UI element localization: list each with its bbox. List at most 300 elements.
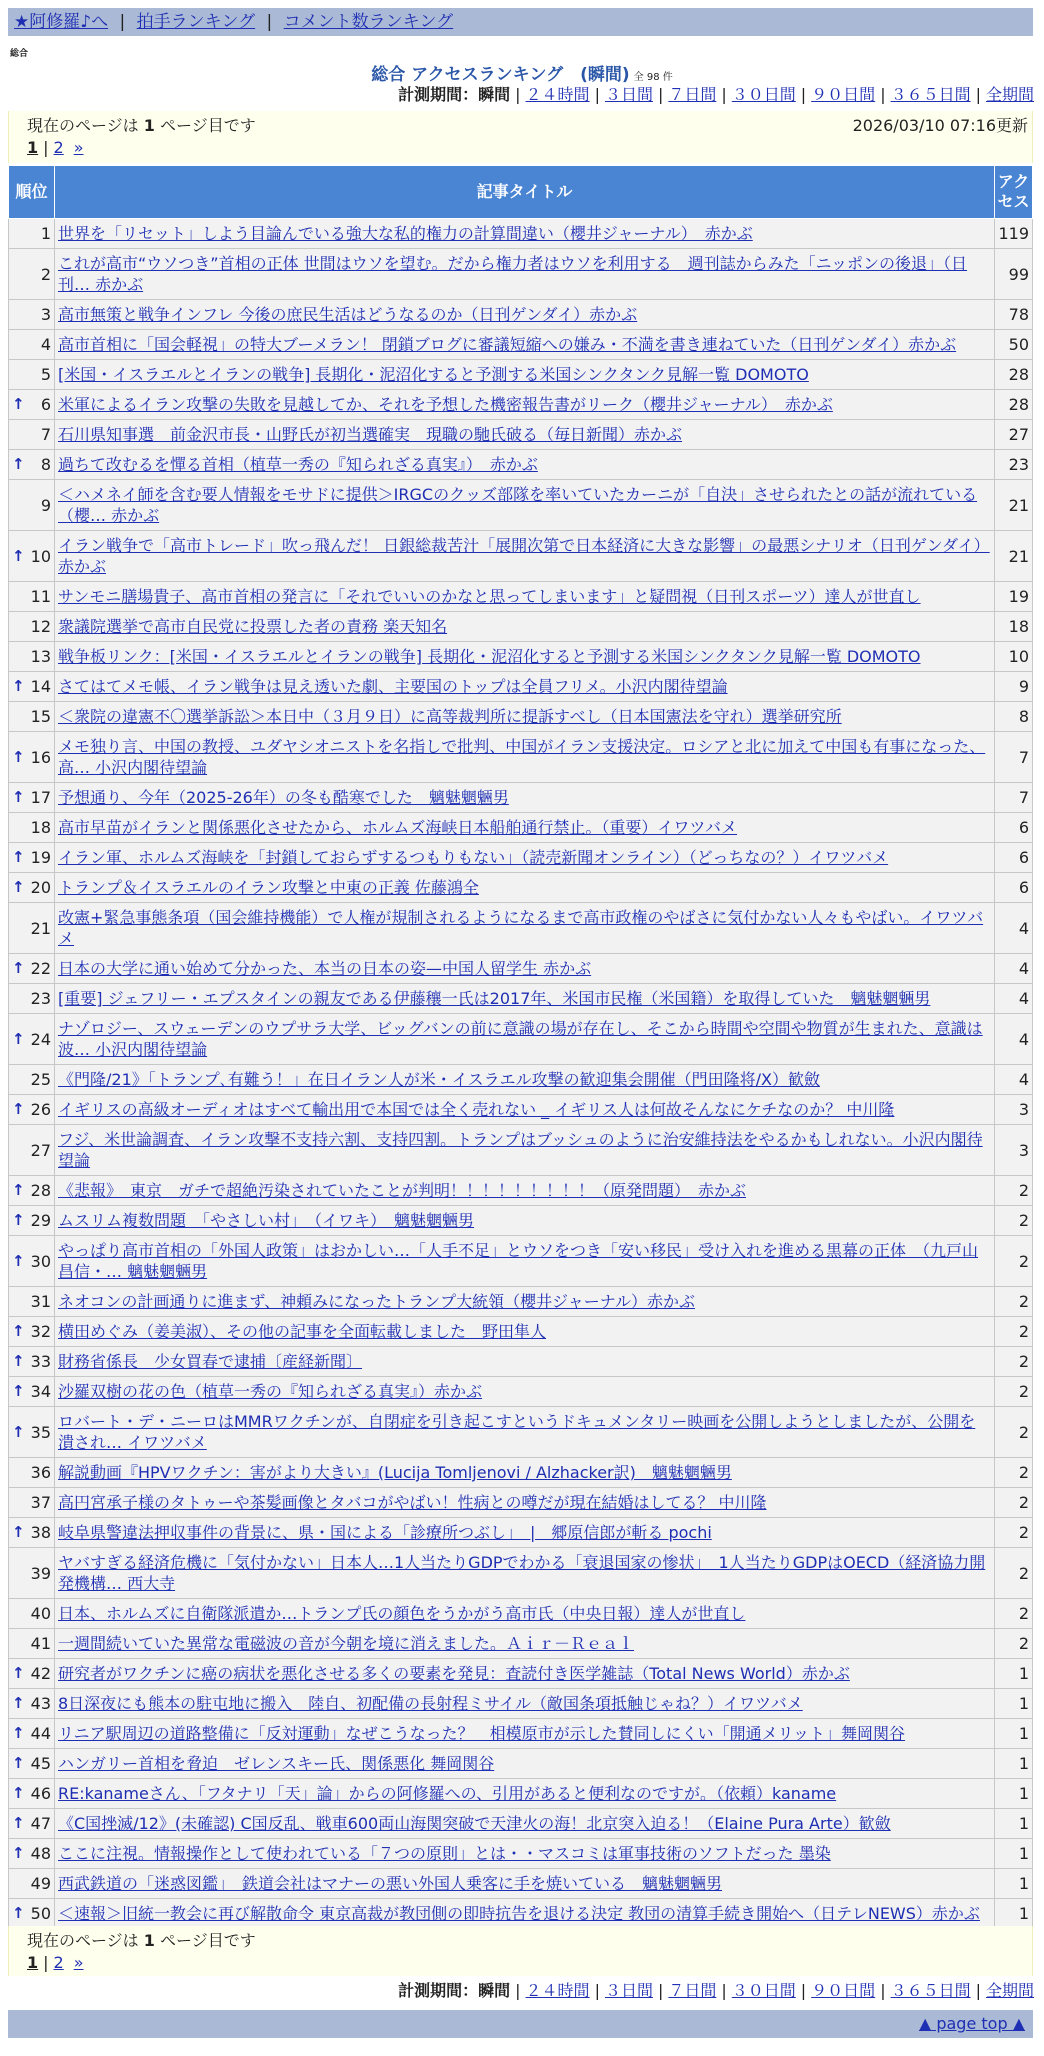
title-cell: [55, 612, 995, 642]
next-page-link[interactable]: »: [73, 138, 84, 157]
rank-up-arrow-icon: ↑: [12, 1784, 25, 1802]
table-row: [9, 450, 1033, 480]
table-row: [9, 219, 1033, 249]
title-cell: [55, 1125, 995, 1176]
title-cell: [55, 1317, 995, 1347]
article-title-link[interactable]: 一週間続いていた異常な電磁波の音が今朝を境に消えました。Ａｉｒ－Ｒｅａｌ: [58, 1634, 635, 1653]
period-separator: |: [721, 1981, 727, 2000]
article-title-link[interactable]: ハンガリー首相を脅迫 ゼレンスキー氏、関係悪化 舞岡関谷: [58, 1754, 495, 1773]
rank-number: 39: [30, 1563, 51, 1583]
rank-up-arrow-icon: ↑: [12, 788, 25, 806]
article-title-link[interactable]: 高市首相に「国会軽視」の特大ブーメラン！ 閉鎖ブログに審議短縮への嫌み・不満を書き連ねていた（日刊ゲンダイ）赤かぶ: [58, 335, 957, 354]
rank-cell: [9, 360, 55, 390]
access-count: 78: [995, 300, 1033, 330]
article-title-link[interactable]: ナゾロジー、スウェーデンのウプサラ大学、ビッグバンの前に意識の場が存在し、そこから時間や空間や物質が生まれた、意識は波… 小沢内閣待望論: [58, 1019, 983, 1059]
rank-up-arrow-icon: ↑: [12, 1523, 25, 1541]
access-count: 1: [995, 1689, 1033, 1719]
period-separator: |: [880, 85, 886, 104]
article-title-link[interactable]: 高円宮承子様のタトゥーや茶髪画像とタバコがやばい！性病との噂だが現在結婚はしてる？ 中川隆: [58, 1493, 767, 1512]
article-title-link[interactable]: ＜ハメネイ師を含む要人情報をモサドに提供＞IRGCのクッズ部隊を率いていたカーニが「自決」させられたとの話が流れている（櫻… 赤かぶ: [58, 485, 978, 525]
rank-number: 4: [40, 335, 51, 354]
table-row: [9, 1065, 1033, 1095]
period-link[interactable]: ３６５日間: [890, 1981, 971, 2000]
period-separator: |: [515, 85, 521, 104]
article-title-link[interactable]: 過ちて改むるを憚る首相（植草一秀の『知られざる真実』） 赤かぶ: [58, 455, 538, 474]
access-count: 2: [995, 1548, 1033, 1599]
article-title-link[interactable]: RE:kanameさん、「フタナリ「天」論」からの阿修羅への、引用があると便利なのですが。（依頼）kaname: [58, 1784, 837, 1803]
period-link[interactable]: 全期間: [985, 1981, 1034, 2000]
pagination: 1 | 2 »: [27, 138, 84, 157]
article-title-link[interactable]: 8日深夜にも熊本の駐屯地に搬入 陸自、初配備の長射程ミサイル（敵国条項抵触じゃね？）イワツバメ: [58, 1694, 803, 1713]
rank-number: 19: [30, 848, 51, 867]
access-count: 21: [995, 480, 1033, 531]
access-count: 18: [995, 612, 1033, 642]
rank-up-arrow-icon: ↑: [12, 1029, 25, 1048]
rank-cell: [9, 1488, 55, 1518]
rank-up-arrow-icon: ↑: [12, 1724, 25, 1742]
rank-cell: [9, 330, 55, 360]
current-page-number: 1: [143, 1931, 155, 1950]
rank-cell: [9, 582, 55, 612]
table-row: [9, 1347, 1033, 1377]
title-cell: [55, 1407, 995, 1458]
article-title-link[interactable]: 衆議院選挙で高市自民党に投票した者の責務 楽天知名: [58, 617, 448, 636]
rank-cell: [9, 1749, 55, 1779]
table-row: [9, 672, 1033, 702]
article-title-link[interactable]: リニア駅周辺の道路整備に「反対運動」なぜこうなった？ 相模原市が示した賛同しにくい「開通メリット」舞岡関谷: [58, 1724, 906, 1743]
article-title-link[interactable]: ヤバすぎる経済危機に「気付かない」日本人…1人当たりGDPでわかる「衰退国家の惨状」 1人当たりGDPはOECD（経済協力開発機構… 西大寺: [58, 1553, 986, 1593]
access-count: 50: [995, 330, 1033, 360]
table-row: [9, 1839, 1033, 1869]
title-cell: [55, 1749, 995, 1779]
title-cell: [55, 1548, 995, 1599]
table-row: [9, 984, 1033, 1014]
access-count: 4: [995, 1065, 1033, 1095]
access-count: 27: [995, 420, 1033, 450]
article-title-link[interactable]: ＜速報＞旧統一教会に再び解散命令 東京高裁が教団側の即時抗告を退ける決定 教団の清算手続き開始へ（日テレNEWS）赤かぶ: [58, 1904, 980, 1923]
period-link[interactable]: ７日間: [668, 85, 717, 104]
page-2-link[interactable]: 2: [53, 1953, 64, 1972]
rank-cell: [9, 1407, 55, 1458]
rank-cell: [9, 1236, 55, 1287]
table-row: [9, 903, 1033, 954]
access-count: 10: [995, 642, 1033, 672]
table-row: [9, 1458, 1033, 1488]
period-selector-top: [398, 84, 1034, 106]
title-cell: [55, 1287, 995, 1317]
rank-number: 7: [40, 425, 51, 444]
access-count: 28: [995, 390, 1033, 420]
rank-cell: [9, 1779, 55, 1809]
table-row: [9, 1518, 1033, 1548]
period-separator: |: [657, 1981, 664, 2000]
rank-number: 33: [30, 1352, 51, 1371]
rank-number: 34: [30, 1382, 51, 1401]
title-cell: [55, 1659, 995, 1689]
category-label: 総合: [10, 49, 29, 59]
current-page-number: 1: [143, 116, 155, 135]
article-title-link[interactable]: 研究者がワクチンに癌の病状を悪化させる多くの要素を発見：査読付き医学雑誌（Total News World）赤かぶ: [58, 1664, 850, 1683]
top-nav-bar: [8, 8, 1033, 36]
article-title-link[interactable]: ここに注視。情報操作として使われている「７つの原則」とは・・マスコミは軍事技術のソフトだった 墨染: [58, 1844, 831, 1863]
rank-cell: [9, 903, 55, 954]
rank-number: 41: [30, 1634, 51, 1653]
rank-cell: [9, 1899, 55, 1929]
article-title-link[interactable]: イラン戦争で「高市トレード」吹っ飛んだ！ 日銀総裁苦汁「展開次第で日本経済に大きな影響」の最悪シナリオ（日刊ゲンダイ）赤かぶ: [58, 536, 990, 576]
rank-number: 31: [30, 1292, 51, 1311]
title-cell: [55, 450, 995, 480]
page-2-link[interactable]: 2: [53, 138, 64, 157]
article-title-link[interactable]: 日本の大学に通い始めて分かった、本当の日本の姿—中国人留学生 赤かぶ: [58, 959, 592, 978]
period-link[interactable]: ３０日間: [731, 85, 796, 104]
rank-cell: [9, 813, 55, 843]
table-row: [9, 1659, 1033, 1689]
table-row: [9, 843, 1033, 873]
title-cell: [55, 1899, 995, 1929]
access-count: 6: [995, 843, 1033, 873]
table-row: [9, 582, 1033, 612]
period-link[interactable]: ９０日間: [811, 1981, 876, 2000]
rank-number: 28: [30, 1181, 51, 1200]
rank-cell: [9, 450, 55, 480]
article-title-link[interactable]: 沙羅双樹の花の色（植草一秀の『知られざる真実』）赤かぶ: [58, 1382, 483, 1401]
rank-cell: [9, 480, 55, 531]
title-cell: [55, 1488, 995, 1518]
rank-number: 13: [30, 647, 51, 666]
article-title-link[interactable]: 《門隆/21》「トランプ､有難う！」在日イラン人が米・イスラエル攻撃の歓迎集会開催（門田隆将/X）歓斂: [58, 1070, 820, 1089]
page-top-link[interactable]: ▲ page top ▲: [918, 2014, 1025, 2033]
access-count: 2: [995, 1206, 1033, 1236]
article-title-link[interactable]: 解説動画『HPVワクチン：害がより大きい』(Lucija Tomljenovi / Alzhacker訳) 魑魅魍魎男: [58, 1463, 732, 1482]
rank-number: 37: [30, 1493, 51, 1512]
article-title-link[interactable]: 世界を「リセット」しよう目論んでいる強大な私的権力の計算間違い（櫻井ジャーナル） 赤かぶ: [58, 224, 753, 243]
period-current: 瞬間: [478, 85, 511, 104]
table-row: [9, 1287, 1033, 1317]
article-title-link[interactable]: イギリスの高級オーディオはすべて輸出用で本国では全く売れない _ イギリス人は何故そんなにケチなのか？ 中川隆: [58, 1100, 895, 1119]
table-row: [9, 1689, 1033, 1719]
article-title-link[interactable]: トランプ＆イスラエルのイラン攻撃と中東の正義 佐藤鴻全: [58, 878, 479, 897]
period-link[interactable]: ３日間: [604, 85, 653, 104]
page-1-current: 1: [27, 1953, 39, 1972]
rank-up-arrow-icon: ↑: [12, 546, 25, 565]
rank-cell: [9, 1839, 55, 1869]
rank-up-arrow-icon: ↑: [12, 1322, 25, 1340]
rank-number: 42: [30, 1664, 51, 1683]
rank-number: 49: [30, 1874, 51, 1893]
article-title-link[interactable]: 戦争板リンク：[米国・イスラエルとイランの戦争] 長期化・泥沼化すると予測する米国シンクタンク見解一覧 DOMOTO: [58, 647, 921, 666]
article-title-link[interactable]: 高市早苗がイランと関係悪化させたから、ホルムズ海峡日本船舶通行禁止。（重要）イワツバメ: [58, 818, 738, 837]
period-link[interactable]: ３０日間: [731, 1981, 796, 2000]
title-cell: [55, 531, 995, 582]
article-title-link[interactable]: 改憲+緊急事態条項（国会維持機能）で人権が規制されるようになるまで高市政権のやばさに気付かない人々もやばい。イワツバメ: [58, 908, 984, 948]
table-row: [9, 783, 1033, 813]
table-row: [9, 702, 1033, 732]
table-row: [9, 1779, 1033, 1809]
rank-number: 9: [40, 495, 51, 515]
period-separator: |: [975, 1981, 981, 2000]
period-separator: |: [594, 1981, 600, 2000]
rank-number: 8: [40, 455, 51, 474]
table-row: [9, 732, 1033, 783]
article-title-link[interactable]: 《悲報》 東京 ガチで超絶汚染されていたことが判明！！！！！！！！！（原発問題） 赤かぶ: [58, 1181, 747, 1200]
article-title-link[interactable]: [米国・イスラエルとイランの戦争] 長期化・泥沼化すると予測する米国シンクタンク見解一覧 DOMOTO: [58, 365, 809, 384]
access-header: アクセス: [995, 166, 1033, 219]
table-row: [9, 1014, 1033, 1065]
updated-timestamp: 2026/03/10 07:16更新: [852, 116, 1028, 135]
access-count: 2: [995, 1488, 1033, 1518]
title-cell: [55, 873, 995, 903]
rank-number: 17: [30, 788, 51, 807]
rank-up-arrow-icon: ↑: [12, 1352, 25, 1370]
ranking-title-line: [0, 60, 1044, 85]
period-link[interactable]: ２４時間: [525, 1981, 590, 2000]
comment-ranking-link[interactable]: コメント数ランキング: [283, 12, 454, 32]
rank-cell: [9, 1548, 55, 1599]
period-separator: |: [800, 1981, 807, 2000]
rank-up-arrow-icon: ↑: [12, 1754, 25, 1772]
table-row: [9, 1548, 1033, 1599]
title-cell: [55, 1599, 995, 1629]
table-row: [9, 420, 1033, 450]
article-title-link[interactable]: ロバート・デ・ニーロはMMRワクチンが、自閉症を引き起こすというドキュメンタリー映画を公開しようとしましたが、公開を潰され… イワツバメ: [58, 1412, 976, 1452]
access-count: 1: [995, 1779, 1033, 1809]
rank-cell: [9, 1347, 55, 1377]
access-count: 1: [995, 1839, 1033, 1869]
access-count: 9: [995, 672, 1033, 702]
title-cell: [55, 582, 995, 612]
rank-cell: [9, 1125, 55, 1176]
title-cell: [55, 843, 995, 873]
table-row: [9, 1236, 1033, 1287]
page-info-bottom: [8, 1926, 1033, 1976]
title-cell: [55, 1014, 995, 1065]
rank-up-arrow-icon: ↑: [12, 1844, 25, 1862]
title-cell: [55, 1236, 995, 1287]
rank-cell: [9, 1809, 55, 1839]
article-title-link[interactable]: ＜衆院の違憲不〇選挙訴訟＞本日中（３月９日）に高等裁判所に提訴すべし（日本国憲法を守れ）選挙研究所: [58, 707, 842, 726]
title-cell: [55, 330, 995, 360]
title-cell: [55, 672, 995, 702]
table-row: [9, 1176, 1033, 1206]
article-title-link[interactable]: 高市無策と戦争インフレ 今後の庶民生活はどうなるのか（日刊ゲンダイ）赤かぶ: [58, 305, 638, 324]
title-cell: [55, 1458, 995, 1488]
article-title-link[interactable]: 米軍によるイラン攻撃の失敗を見越してか、それを予想した機密報告書がリーク（櫻井ジャーナル） 赤かぶ: [58, 395, 833, 414]
rank-cell: [9, 954, 55, 984]
title-cell: [55, 1206, 995, 1236]
rank-number: 45: [30, 1754, 51, 1773]
article-title-link[interactable]: 西武鉄道の「迷惑図鑑」 鉄道会社はマナーの悪い外国人乗客に手を焼いている 魑魅魍魎男: [58, 1874, 723, 1893]
title-cell: [55, 702, 995, 732]
article-title-link[interactable]: 日本、ホルムズに自衛隊派遣か…トランプ氏の顔色をうかがう高市氏（中央日報）達人が世直し: [58, 1604, 746, 1623]
access-count: 2: [995, 1458, 1033, 1488]
table-row: [9, 1899, 1033, 1929]
article-title-link[interactable]: 石川県知事選 前金沢市長・山野氏が初当選確実 現職の馳氏破る（毎日新聞）赤かぶ: [58, 425, 683, 444]
table-row: [9, 1869, 1033, 1899]
title-cell: [55, 732, 995, 783]
rank-cell: [9, 531, 55, 582]
rank-cell: [9, 1719, 55, 1749]
rank-number: 50: [30, 1904, 51, 1923]
article-title-link[interactable]: さてはてメモ帳、イラン戦争は見え透いた劇、主要国のトップは全員フリメ。小沢内閣待望論: [58, 677, 728, 696]
period-link[interactable]: ９０日間: [811, 85, 876, 104]
period-current: 瞬間: [478, 1981, 511, 2000]
table-row: [9, 1809, 1033, 1839]
title-cell: [55, 300, 995, 330]
rank-cell: [9, 672, 55, 702]
rank-cell: [9, 1869, 55, 1899]
title-cell: [55, 1689, 995, 1719]
article-title-link[interactable]: [重要] ジェフリー・エプスタインの親友である伊藤穰一氏は2017年、米国市民権（米国籍）を取得していた 魑魅魍魎男: [58, 989, 931, 1008]
rank-cell: [9, 1317, 55, 1347]
page-status-pre: 現在のページは: [27, 116, 139, 135]
period-separator: |: [515, 1981, 521, 2000]
title-cell: [55, 390, 995, 420]
rank-cell: [9, 1518, 55, 1548]
article-title-link[interactable]: やっぱり高市首相の「外国人政策」はおかしい…「人手不足」とウソをつき「安い移民」受け入れを進める黒幕の正体 （九戸山 昌信・… 魑魅魍魎男: [58, 1241, 979, 1281]
rank-number: 12: [30, 617, 51, 636]
rank-number: 20: [30, 878, 51, 897]
table-row: [9, 1719, 1033, 1749]
access-count: 8: [995, 702, 1033, 732]
nav-separator: |: [119, 12, 126, 32]
article-title-link[interactable]: ムスリム複数問題 「やさしい村」 （イワキ） 魑魅魍魎男: [58, 1211, 475, 1230]
table-row: [9, 1377, 1033, 1407]
rank-up-arrow-icon: ↑: [12, 1211, 25, 1229]
rank-up-arrow-icon: ↑: [12, 395, 25, 413]
table-row: [9, 954, 1033, 984]
rank-number: 25: [30, 1070, 51, 1089]
title-cell: [55, 903, 995, 954]
rank-cell: [9, 1014, 55, 1065]
rank-number: 38: [30, 1523, 51, 1542]
period-separator: |: [975, 85, 981, 104]
access-count: 23: [995, 450, 1033, 480]
article-title-link[interactable]: 横田めぐみ（姜美淑）、その他の記事を全面転載しました 野田隼人: [58, 1322, 547, 1341]
rank-number: 3: [40, 305, 51, 324]
rank-number: 16: [30, 747, 51, 767]
rank-up-arrow-icon: ↑: [12, 677, 25, 695]
table-row: [9, 1749, 1033, 1779]
rank-number: 46: [30, 1784, 51, 1803]
access-count: 2: [995, 1518, 1033, 1548]
rank-up-arrow-icon: ↑: [12, 1382, 25, 1400]
rank-cell: [9, 1176, 55, 1206]
period-link[interactable]: ７日間: [668, 1981, 717, 2000]
rank-cell: [9, 783, 55, 813]
home-link[interactable]: ★阿修羅♪へ: [14, 12, 109, 32]
rank-up-arrow-icon: ↑: [12, 1251, 25, 1270]
article-title-link[interactable]: 《C国挫滅/12》(未確認) C国反乱、戦車600両山海関突破で天津火の海！北京突入迫る！（Elaine Pura Arte）歓斂: [58, 1814, 891, 1833]
rank-up-arrow-icon: ↑: [12, 959, 25, 977]
rank-number: 2: [40, 264, 51, 284]
rank-cell: [9, 843, 55, 873]
rank-up-arrow-icon: ↑: [12, 1422, 25, 1441]
rank-cell: [9, 1599, 55, 1629]
period-link[interactable]: ３６５日間: [890, 85, 971, 104]
rank-up-arrow-icon: ↑: [12, 878, 25, 896]
rank-number: 40: [30, 1604, 51, 1623]
article-title-link[interactable]: これが高市“ウソつき”首相の正体 世間はウソを望む。だから権力者はウソを利用する 週刊誌からみた「ニッポンの後退」（日刊… 赤かぶ: [58, 254, 968, 294]
page-info-top: [8, 111, 1033, 163]
period-separator: |: [880, 1981, 886, 2000]
rank-up-arrow-icon: ↑: [12, 455, 25, 473]
title-cell: [55, 1629, 995, 1659]
access-count: 7: [995, 783, 1033, 813]
period-link[interactable]: ２４時間: [525, 85, 590, 104]
rank-cell: [9, 984, 55, 1014]
period-separator: |: [657, 85, 664, 104]
rank-number: 26: [30, 1100, 51, 1119]
article-title-link[interactable]: 予想通り、今年（2025-26年）の冬も酷寒でした 魑魅魍魎男: [58, 788, 509, 807]
title-cell: [55, 954, 995, 984]
table-row: [9, 1317, 1033, 1347]
rank-number: 1: [40, 224, 51, 243]
rank-number: 30: [30, 1251, 51, 1271]
rank-cell: [9, 219, 55, 249]
rank-up-arrow-icon: ↑: [12, 1100, 25, 1118]
article-title-link[interactable]: 財務省係長 少女買春で逮捕〔産経新聞〕: [58, 1352, 363, 1371]
article-title-link[interactable]: メモ独り言、中国の教授、ユダヤシオニストを名指しで批判、中国がイラン支援決定。ロシアと北に加えて中国も有事になった、高… 小沢内閣待望論: [58, 737, 986, 777]
access-count: 2: [995, 1599, 1033, 1629]
rank-up-arrow-icon: ↑: [12, 747, 25, 766]
title-cell: [55, 249, 995, 300]
access-count: 119: [995, 219, 1033, 249]
access-count: 6: [995, 813, 1033, 843]
rank-cell: [9, 1629, 55, 1659]
next-page-link[interactable]: »: [73, 1953, 84, 1972]
title-cell: [55, 1869, 995, 1899]
total-count: 全 98 件: [633, 72, 673, 83]
article-title-link[interactable]: フジ、米世論調査、イラン攻撃不支持六割、支持四割。トランプはブッシュのように治安維持法をやるかもしれない。小沢内閣待望論: [58, 1130, 983, 1170]
access-count: 2: [995, 1287, 1033, 1317]
access-count: 19: [995, 582, 1033, 612]
article-title-link[interactable]: イラン軍、ホルムズ海峡を「封鎖しておらずするつもりもない」（読売新聞オンライン）（どっちなの？）イワツバメ: [58, 848, 889, 867]
nav-separator: |: [266, 12, 273, 32]
title-cell: [55, 1176, 995, 1206]
rank-number: 47: [30, 1814, 51, 1833]
rank-cell: [9, 300, 55, 330]
table-row: [9, 531, 1033, 582]
clap-ranking-link[interactable]: 拍手ランキング: [136, 12, 256, 32]
table-row: [9, 1407, 1033, 1458]
period-separator: |: [594, 85, 600, 104]
rank-number: 5: [40, 365, 51, 384]
rank-number: 32: [30, 1322, 51, 1341]
rank-up-arrow-icon: ↑: [12, 1694, 25, 1712]
period-separator: |: [800, 85, 807, 104]
page-status: [27, 1930, 1014, 1952]
pagination: 1 | 2 »: [27, 1953, 84, 1972]
rank-cell: [9, 732, 55, 783]
rank-number: 36: [30, 1463, 51, 1482]
rank-cell: [9, 1659, 55, 1689]
article-title-link[interactable]: サンモニ膳場貴子、高市首相の発言に「それでいいのかなと思ってしまいます」と疑問視（日刊スポーツ）達人が世直し: [58, 587, 921, 606]
table-row: [9, 642, 1033, 672]
article-title-link[interactable]: 岐阜県警違法押収事件の背景に、県・国による「診療所つぶし」 | 郷原信郎が斬る pochi: [58, 1523, 712, 1542]
access-count: 1: [995, 1749, 1033, 1779]
table-row: [9, 390, 1033, 420]
period-link[interactable]: 全期間: [985, 85, 1034, 104]
bottom-bar: [8, 2010, 1033, 2038]
access-count: 1: [995, 1899, 1033, 1929]
rank-cell: [9, 249, 55, 300]
article-title-link[interactable]: ネオコンの計画通りに進まず、神頼みになったトランプ大統領（櫻井ジャーナル）赤かぶ: [58, 1292, 695, 1311]
rank-number: 10: [30, 546, 51, 566]
period-link[interactable]: ３日間: [604, 1981, 653, 2000]
rank-cell: [9, 612, 55, 642]
access-count: 2: [995, 1629, 1033, 1659]
access-count: 6: [995, 873, 1033, 903]
